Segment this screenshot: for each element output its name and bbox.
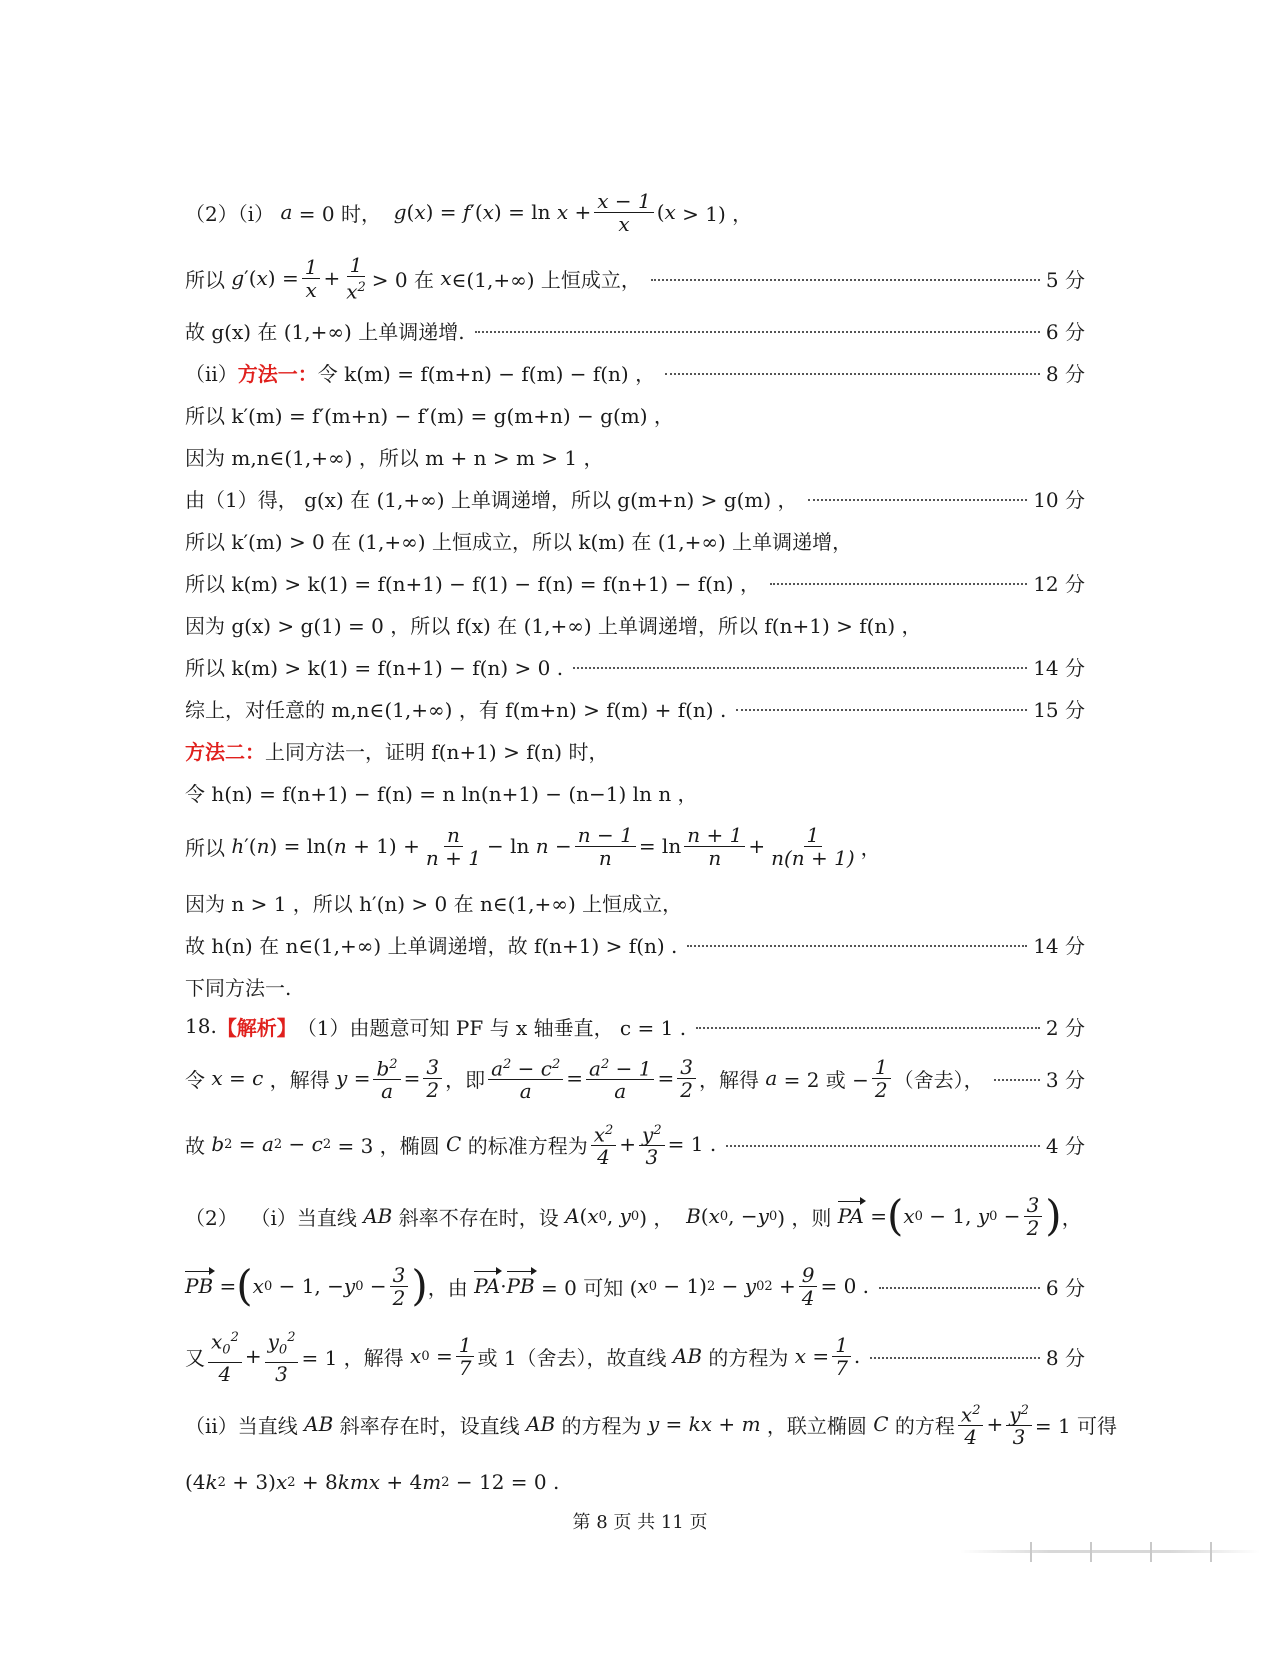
line-text: 令 x = c ，解得 y = $\frac{b^2}{a}$ = $\frac{3}{2}$ ，即 $\frac{a^2 - c^2}{a}$ = $\frac{a^2 - 1}{a}$ = $\frac{3}{2}$ ，解得 a = 2 或 − $\frac{1}{2}$ （舍去）， bbox=[185, 1054, 984, 1104]
method-one-heading: 方法一： bbox=[237, 361, 318, 386]
solution-line bbox=[185, 1450, 1085, 1514]
score-label: 8 分 bbox=[1045, 361, 1085, 386]
line-text: PB = ( x 0 − 1, − y 0 − $\frac{3}{2}$ ) ，由 PA · PB = 0 可知 ( x 0 − 1) 2 − y 0 2 + $\frac{9}{4}$ = 0 . bbox=[185, 1261, 870, 1310]
dot-leader bbox=[687, 945, 1027, 947]
line-body: 上同方法一，证明 f(n+1) > f(n) 时， bbox=[265, 739, 609, 764]
line-text: 所以 k(m) > k(1) = f(n+1) − f(n) > 0 . bbox=[185, 655, 564, 680]
solution-line bbox=[185, 1046, 1085, 1110]
score-label: 14 分 bbox=[1033, 655, 1085, 680]
question-number: 18. bbox=[185, 1014, 217, 1038]
solution-line bbox=[185, 1112, 1085, 1176]
score-label: 5 分 bbox=[1045, 267, 1085, 292]
score-label: 2 分 bbox=[1045, 1015, 1085, 1040]
score-label: 10 分 bbox=[1033, 487, 1085, 512]
line-text: 下同方法一. bbox=[185, 975, 292, 1000]
score-label: 15 分 bbox=[1033, 697, 1085, 722]
line-body: （1）由题意可知 PF 与 x 轴垂直， c = 1 . bbox=[296, 1015, 687, 1040]
dot-leader bbox=[879, 1287, 1040, 1289]
score-label: 14 分 bbox=[1033, 933, 1085, 958]
line-text: 令 h(n) = f(n+1) − f(n) = n ln(n+1) − (n−1) ln n ， bbox=[185, 781, 698, 806]
dot-leader bbox=[726, 1145, 1040, 1147]
solution-line bbox=[185, 814, 1085, 878]
score-label: 6 分 bbox=[1045, 319, 1085, 344]
line-text: （ii）当直线 AB 斜率存在时，设直线 AB 的方程为 y = kx + m ，联立椭圆 C 的方程 $\frac{x^2}{4}$ + $\frac{y^2}{3}$ = 1 可得 bbox=[185, 1400, 1117, 1449]
line-text: 因为 m,n∈(1,+∞) ，所以 m + n > m > 1 ， bbox=[185, 445, 604, 470]
line-text: 因为 n > 1 ，所以 h′(n) > 0 在 n∈(1,+∞) 上恒成立， bbox=[185, 891, 683, 916]
score-label: 8 分 bbox=[1045, 1345, 1085, 1370]
dot-leader bbox=[736, 709, 1027, 711]
dot-leader bbox=[770, 583, 1027, 585]
dot-leader bbox=[475, 331, 1040, 333]
dot-leader bbox=[994, 1079, 1040, 1081]
solution-line bbox=[185, 1184, 1085, 1248]
line-text: （2） （i）当直线 AB 斜率不存在时，设 A ( x 0 , y 0 ) ， B ( x 0 , − y 0 ) ，则 PA = ( x 0 − 1, y 0 − $\frac{3}{2}$ ) ， bbox=[185, 1191, 1082, 1240]
dot-leader bbox=[808, 499, 1028, 501]
score-label: 3 分 bbox=[1045, 1067, 1085, 1092]
dot-leader bbox=[651, 279, 1040, 281]
solution-line bbox=[185, 1392, 1118, 1456]
page-footer: 第 8 页 共 11 页 bbox=[572, 1512, 708, 1533]
dot-leader bbox=[696, 1027, 1040, 1029]
line-text: 综上，对任意的 m,n∈(1,+∞) ，有 f(m+n) > f(m) + f(n) . bbox=[185, 697, 727, 722]
dot-leader bbox=[573, 667, 1027, 669]
solution-line bbox=[185, 180, 1085, 244]
score-label: 6 分 bbox=[1045, 1275, 1085, 1300]
line-text: 因为 g(x) > g(1) = 0 ，所以 f(x) 在 (1,+∞) 上单调递增，所以 f(n+1) > f(n) ， bbox=[185, 613, 922, 638]
analysis-heading: 【解析】 bbox=[216, 1015, 297, 1040]
line-text: 所以 g ′( x ) = $\frac{1}{x}$ + $\frac{1}{x^2}$ > 0 在 x ∈(1,+∞) 上恒成立， bbox=[185, 252, 641, 304]
score-label: 4 分 bbox=[1045, 1133, 1085, 1158]
line-text: (4 k 2 + 3) x 2 + 8 kmx + 4 m 2 − 12 = 0 . bbox=[185, 1470, 560, 1494]
line-body: 令 k(m) = f(m+n) − f(m) − f(n) ， bbox=[317, 361, 656, 386]
method-two-heading: 方法二： bbox=[185, 739, 265, 764]
line-text: 所以 h ′( n ) = ln( n + 1) + $\frac{n}{n + 1}$ − ln n − $\frac{n - 1}{n}$ = ln $\frac{n + 1}{n}$ + $\frac{1}{n(n + 1)}$ ， bbox=[185, 822, 881, 870]
line-text: 所以 k′(m) > 0 在 (1,+∞) 上恒成立，所以 k(m) 在 (1,+∞) 上单调递增， bbox=[185, 529, 853, 554]
line-text: 由（1）得， g(x) 在 (1,+∞) 上单调递增，所以 g(m+n) > g(m) ， bbox=[185, 487, 798, 512]
score-label: 12 分 bbox=[1033, 571, 1085, 596]
line-text: 所以 k(m) > k(1) = f(n+1) − f(1) − f(n) = f(n+1) − f(n) ， bbox=[185, 571, 760, 596]
line-text: 所以 k′(m) = f′(m+n) − f′(m) = g(m+n) − g(m) ， bbox=[185, 403, 674, 428]
line-text: 故 b 2 = a 2 − c 2 = 3 ，椭圆 C 的标准方程为 $\frac{x^2}{4}$ + $\frac{y^2}{3}$ = 1 . bbox=[185, 1120, 716, 1169]
solution-line bbox=[185, 1254, 1085, 1318]
part-label: （ii） bbox=[185, 361, 238, 386]
line-text: 故 g(x) 在 (1,+∞) 上单调递增. bbox=[185, 319, 465, 344]
line-text: 又 $\frac{x_0^2}{4}$ + $\frac{y_0^2}{3}$ = 1 ，解得 x 0 = $\frac{1}{7}$ 或 1（舍去），故直线 AB 的方程为 x = $\frac{1}{7}$ . bbox=[185, 1327, 860, 1385]
line-text bbox=[185, 1012, 686, 1041]
solution-line bbox=[185, 1324, 1085, 1388]
line-text: （2）（i） a = 0 时， g ( x ) = f ′( x ) = ln x + $\frac{x - 1}{x}$ ( x > 1) ， bbox=[185, 188, 753, 236]
scan-artifact bbox=[960, 1540, 1260, 1564]
dot-leader bbox=[665, 373, 1040, 375]
line-text: 故 h(n) 在 n∈(1,+∞) 上单调递增，故 f(n+1) > f(n) . bbox=[185, 933, 678, 958]
dot-leader bbox=[870, 1357, 1040, 1359]
